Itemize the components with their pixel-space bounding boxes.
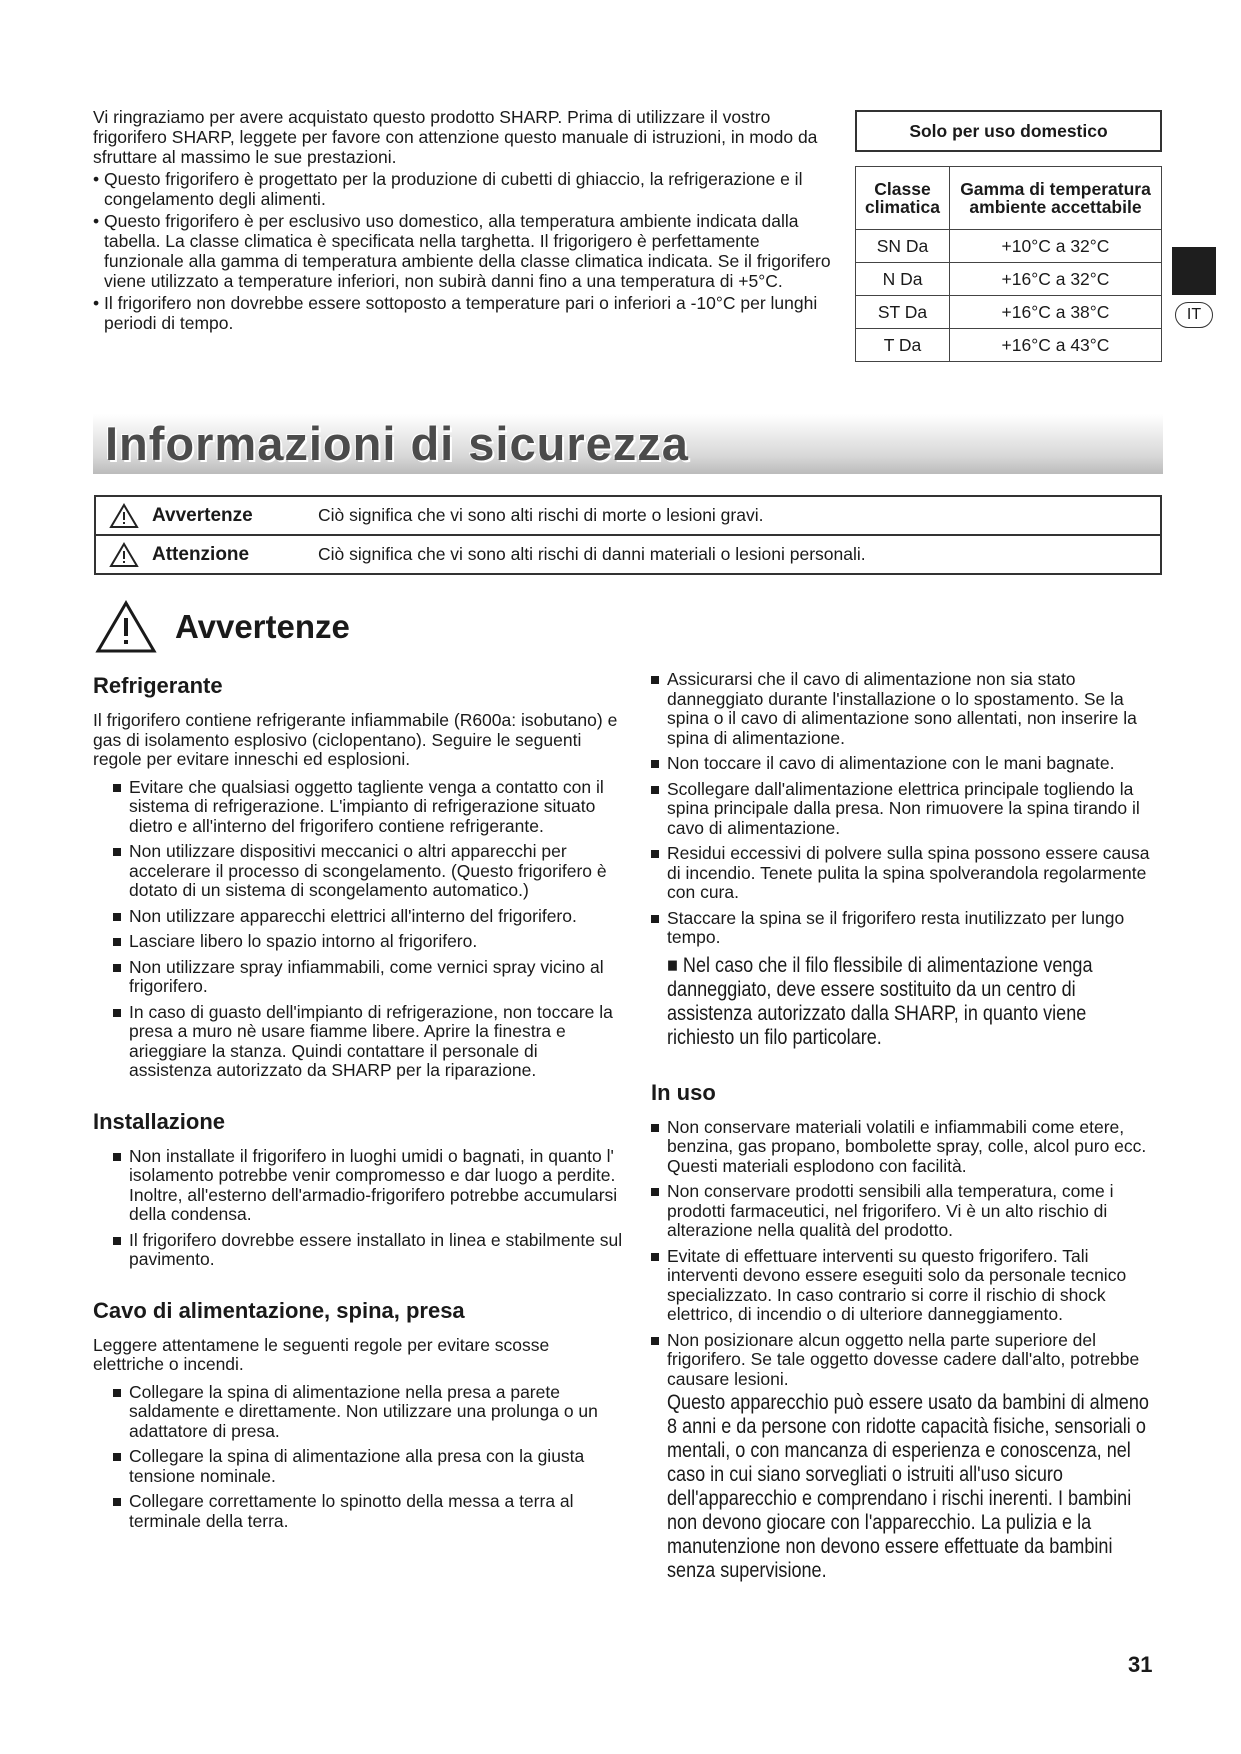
list-item: Non conservare prodotti sensibili alla temperatura, come i prodotti farmaceutici, nel frigorifero. Vi è un alto rischio di alterazione nella qualità del prodotto. bbox=[651, 1182, 1157, 1241]
list-item: Non conservare materiali volatili e infiammabili come etere, benzina, gas propano, bombolette spray, colle, alcol puro ecc. Questi materiali esplodono con facilità. bbox=[651, 1118, 1157, 1177]
cell-range: +16°C a 38°C bbox=[950, 296, 1162, 329]
list-item: Collegare la spina di alimentazione nella presa a parete saldamente e direttamente. Non utilizzare una prolunga o un adattatore di presa. bbox=[113, 1383, 623, 1442]
legend-row bbox=[96, 497, 1160, 534]
page-number: 31 bbox=[1128, 1652, 1153, 1677]
list-item: Evitate di effettuare interventi su questo frigorifero. Tali interventi devono essere eseguiti solo da personale tecnico specializzato. In caso contrario si corre il rischio di shock elettrico, di incendio o di ulteriore danneggiamento. bbox=[651, 1247, 1157, 1325]
cavo-list bbox=[113, 1383, 623, 1532]
warning-heading bbox=[95, 600, 350, 654]
legend-label: Attenzione bbox=[152, 543, 250, 565]
list-item: Non installate il frigorifero in luoghi umidi o bagnati, in quanto l' isolamento potrebbe venir compromesso e dar luogo a perdite. Inoltre, all'esterno dell'armadio-frigorifero potrebbe accumularsi della condensa. bbox=[113, 1147, 623, 1225]
cell-class: N Da bbox=[856, 263, 950, 296]
warning-triangle-icon bbox=[96, 503, 152, 529]
list-item: Il frigorifero dovrebbe essere installato in linea e stabilmente sul pavimento. bbox=[113, 1231, 623, 1270]
table-row bbox=[856, 230, 1162, 263]
list-item: Non utilizzare dispositivi meccanici o altri apparecchi per accelerare il processo di scongelamento. (Questo frigorifero è dotato di un sistema di scongelamento automatico.) bbox=[113, 842, 623, 901]
legend-row bbox=[96, 534, 1160, 573]
cable-replacement-note bbox=[667, 954, 1157, 1050]
section-tab-marker bbox=[1172, 247, 1216, 295]
warning-triangle-icon bbox=[96, 542, 152, 568]
cable-list bbox=[651, 670, 1157, 948]
cell-class: SN Da bbox=[856, 230, 950, 263]
cell-range: +16°C a 32°C bbox=[950, 263, 1162, 296]
cavo-intro: Leggere attentamene le seguenti regole per evitare scosse elettriche o incendi. bbox=[93, 1334, 550, 1374]
heading-installazione: Installazione bbox=[93, 1108, 226, 1134]
language-badge: IT bbox=[1175, 302, 1213, 328]
heading-in-uso: In uso bbox=[651, 1079, 716, 1105]
cell-class: ST Da bbox=[856, 296, 950, 329]
table-header-row bbox=[856, 167, 1162, 230]
domestic-use-box: Solo per uso domestico bbox=[855, 110, 1162, 152]
intro-paragraph: Vi ringraziamo per avere acquistato questo prodotto SHARP. Prima di utilizzare il vostro frigorifero SHARP, leggete per favore con attenzione questo manuale di istruzioni, in modo da sfruttare al massimo le sue prestazioni. bbox=[93, 107, 818, 167]
list-item: Staccare la spina se il frigorifero resta inutilizzato per lungo tempo. bbox=[651, 909, 1157, 948]
list-item: Scollegare dall'alimentazione elettrica principale togliendo la spina principale dalla presa. Non rimuovere la spina tirando il cavo di alimentazione. bbox=[651, 780, 1157, 839]
list-item: Non posizionare alcun oggetto nella parte superiore del frigorifero. Se tale oggetto dovesse cadere dall'alto, potrebbe causare lesioni. bbox=[651, 1331, 1157, 1390]
header-range: Gamma di temperatura ambiente accettabile bbox=[950, 167, 1162, 230]
table-row bbox=[856, 263, 1162, 296]
refrigerante-list bbox=[113, 778, 623, 1081]
cell-range: +16°C a 43°C bbox=[950, 329, 1162, 362]
list-item: In caso di guasto dell'impianto di refrigerazione, non toccare la presa a muro nè usare fiamme libere. Aprire la finestra e arieggiare la stanza. Quindi contattare il personale di assistenza autorizzato da SHARP per la riparazione. bbox=[113, 1003, 623, 1081]
list-item: Non utilizzare spray infiammabili, come vernici spray vicino al frigorifero. bbox=[113, 958, 623, 997]
list-item: Non utilizzare apparecchi elettrici all'interno del frigorifero. bbox=[113, 907, 623, 927]
section-title: Informazioni di sicurezza bbox=[105, 417, 689, 470]
list-item: Collegare correttamente lo spinotto della messa a terra al terminale della terra. bbox=[113, 1492, 623, 1531]
list-item: Lasciare libero lo spazio intorno al frigorifero. bbox=[113, 932, 623, 952]
list-item: Collegare la spina di alimentazione alla presa con la giusta tensione nominale. bbox=[113, 1447, 623, 1486]
refrigerante-intro: Il frigorifero contiene refrigerante infiammabile (R600a: isobutano) e gas di isolamento esplosivo (ciclopentano). Seguire le seguenti regole per evitare inneschi ed esplosioni. bbox=[93, 710, 618, 769]
warning-triangle-icon bbox=[95, 600, 157, 654]
intro-bullet: • Questo frigorifero è per esclusivo uso domestico, alla temperatura ambiente indicata dalla tabella. La classe climatica è specificata nella targhetta. Il frigorigero è perfettamente funzionale alla gamma di temperatura ambiente della classe climatica indicata. Se il frigorifero viene utilizzato a temperature inferiori, non subirà danni fino a una temperatura di +5°C. bbox=[93, 211, 831, 291]
cell-class: T Da bbox=[856, 329, 950, 362]
heading-refrigerante: Refrigerante bbox=[93, 673, 223, 698]
in-uso-list bbox=[651, 1118, 1157, 1390]
heading-cavo: Cavo di alimentazione, spina, presa bbox=[93, 1297, 465, 1323]
intro-text bbox=[93, 107, 833, 333]
left-column bbox=[93, 673, 623, 1531]
list-item: Evitare che qualsiasi oggetto tagliente venga a contatto con il sistema di refrigerazione. L'impianto di refrigerazione situato dietro e all'interno del frigorifero contiene refrigerante. bbox=[113, 778, 623, 837]
legend-text: Ciò significa che vi sono alti rischi di danni materiali o lesioni personali. bbox=[318, 544, 866, 564]
installazione-list bbox=[113, 1147, 623, 1270]
children-note: Questo apparecchio può essere usato da bambini di almeno 8 anni e da persone con ridotte capacità fisiche, sensoriali o mentali, o con mancanza di esperienza e conoscenza, nel caso in cui siano sorvegliati o istruiti all'uso sicuro dell'apparecchio e comprendano i rischi inerenti. I bambini non devono giocare con l'apparecchio. La pulizia e la manutenzione non devono essere effettuate da bambini senza supervisione. bbox=[667, 1391, 1149, 1582]
list-item: Assicurarsi che il cavo di alimentazione non sia stato danneggiato durante l'installazione o lo spostamento. Se la spina o il cavo di alimentazione sono allentati, non inserire la spina di alimentazione. bbox=[651, 670, 1157, 748]
cell-range: +10°C a 32°C bbox=[950, 230, 1162, 263]
climate-class-table bbox=[855, 166, 1162, 362]
list-item: ■ Nel caso che il filo flessibile di alimentazione venga danneggiato, deve essere sostituito da un centro di assistenza autorizzato dalla SHARP, in quanto viene richiesto un filo particolare. bbox=[667, 953, 1093, 1049]
table-row bbox=[856, 296, 1162, 329]
right-column bbox=[651, 670, 1157, 1583]
intro-bullet: • Questo frigorifero è progettato per la produzione di cubetti di ghiaccio, la refrigerazione e il congelamento degli alimenti. bbox=[93, 169, 803, 209]
list-item: Residui eccessivi di polvere sulla spina possono essere causa di incendio. Tenete pulita la spina spolverandola regolarmente con cura. bbox=[651, 844, 1157, 903]
legend-text: Ciò significa che vi sono alti rischi di morte o lesioni gravi. bbox=[318, 505, 764, 525]
warning-heading-text: Avvertenze bbox=[175, 608, 350, 645]
intro-bullet: • Il frigorifero non dovrebbe essere sottoposto a temperature pari o inferiori a -10°C per lunghi periodi di tempo. bbox=[93, 293, 818, 333]
list-item: Non toccare il cavo di alimentazione con le mani bagnate. bbox=[651, 754, 1157, 774]
table-row bbox=[856, 329, 1162, 362]
legend-label: Avvertenze bbox=[152, 504, 253, 526]
header-class: Classe climatica bbox=[856, 167, 950, 230]
hazard-legend bbox=[94, 495, 1162, 575]
